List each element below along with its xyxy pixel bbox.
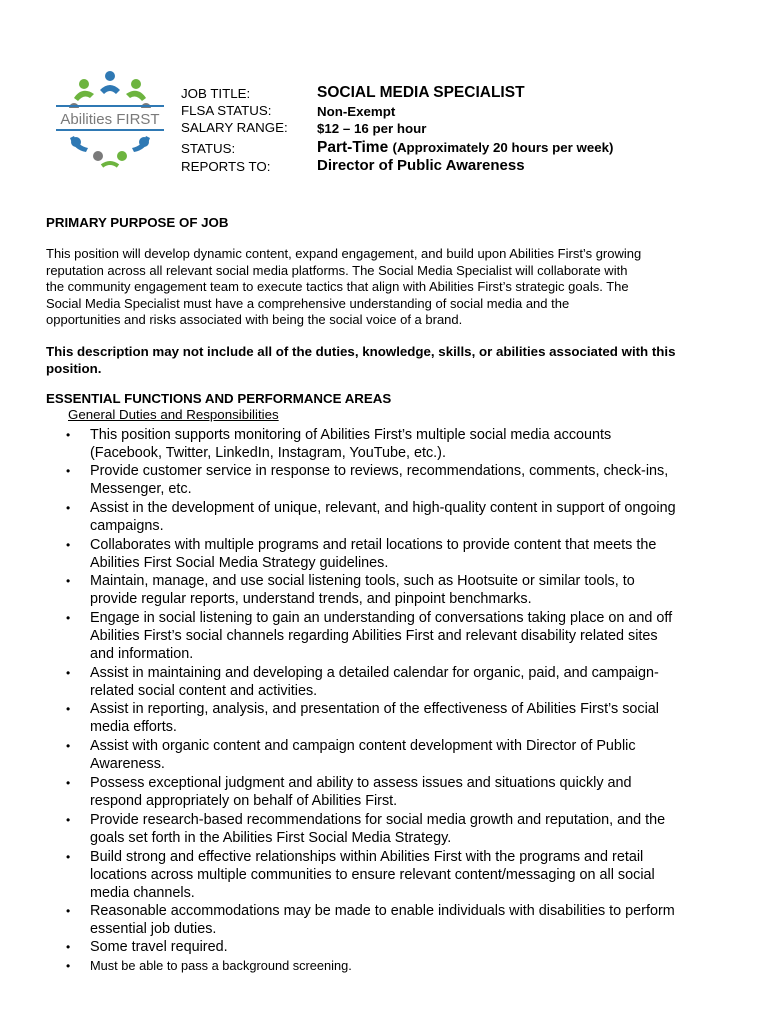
item-line: (Facebook, Twitter, LinkedIn, Instagram, YouTube, etc.).: [90, 445, 446, 462]
primary-purpose-paragraph: [46, 246, 736, 329]
item-line: Some travel required.: [90, 939, 228, 955]
bullet-icon: •: [66, 850, 71, 864]
disclaimer: [46, 344, 676, 377]
item-line: media efforts.: [90, 719, 177, 736]
flsa-status-value: Non-Exempt: [317, 104, 396, 119]
item-line: Assist with organic content and campaign content development with Director of Public: [90, 738, 636, 754]
item-line: Must be able to pass a background screening.: [90, 958, 352, 973]
item-line: respond appropriately on behalf of Abilities First.: [90, 793, 398, 810]
disclaimer-line: position.: [46, 360, 102, 376]
status-main: Part-Time: [317, 139, 389, 156]
item-line: Maintain, manage, and use social listening tools, such as Hootsuite or similar tools, to: [90, 573, 635, 589]
bullet-icon: •: [66, 813, 71, 827]
item-line: campaigns.: [90, 518, 164, 535]
item-line: Assist in reporting, analysis, and presentation of the effectiveness of Abilities First’s social: [90, 701, 659, 717]
status-note: (Approximately 20 hours per week): [392, 140, 614, 155]
bullet-icon: •: [66, 959, 71, 973]
paragraph-line: This position will develop dynamic content, expand engagement, and build upon Abilities First’s growing: [46, 246, 642, 261]
item-line: Assist in the development of unique, relevant, and high-quality content in support of ongoing: [90, 500, 676, 516]
item-line: locations across multiple communities to ensure relevant content/messaging on all social: [90, 867, 655, 884]
bullet-icon: •: [66, 501, 71, 515]
disclaimer-line: This description may not include all of the duties, knowledge, skills, or abilities associated with this: [46, 344, 676, 359]
paragraph-line: opportunities and risks associated with being the social voice of a brand.: [46, 312, 463, 328]
bullet-icon: •: [66, 538, 71, 552]
item-line: Engage in social listening to gain an understanding of conversations taking place on and off: [90, 610, 673, 626]
item-line: Build strong and effective relationships within Abilities First with the programs and retail: [90, 849, 644, 865]
bullet-icon: •: [66, 428, 71, 442]
item-line: Messenger, etc.: [90, 481, 192, 498]
bullet-icon: •: [66, 702, 71, 716]
flsa-status-label: FLSA STATUS:: [181, 103, 272, 118]
paragraph-line: reputation across all relevant social media platforms. The Social Media Specialist will collaborate with: [46, 262, 628, 278]
bullet-icon: •: [66, 611, 71, 625]
status-value: [317, 139, 613, 156]
item-line: Possess exceptional judgment and ability to assess issues and situations quickly and: [90, 775, 632, 791]
item-line: and information.: [90, 646, 194, 663]
status-label: STATUS:: [181, 141, 236, 156]
item-line: essential job duties.: [90, 921, 217, 938]
logo-graphic: [54, 68, 166, 168]
salary-range-value: $12 – 16 per hour: [317, 121, 427, 136]
paragraph-line: Social Media Specialist must have a comprehensive understanding of social media and the: [46, 295, 570, 311]
item-line: Awareness.: [90, 756, 165, 773]
bullet-icon: •: [66, 940, 71, 954]
item-line: Reasonable accommodations may be made to enable individuals with disabilities to perform: [90, 903, 675, 919]
item-line: Abilities First’s social channels regarding Abilities First and relevant disability related sites: [90, 628, 658, 645]
item-line: related social content and activities.: [90, 683, 318, 700]
item-line: Provide customer service in response to reviews, recommendations, comments, check-ins,: [90, 463, 669, 479]
item-line: provide regular reports, understand trends, and pinpoint benchmarks.: [90, 591, 532, 608]
item-line: goals set forth in the Abilities First Social Media Strategy.: [90, 830, 452, 847]
item-line: Abilities First Social Media Strategy guidelines.: [90, 555, 389, 572]
paragraph-line: the community engagement team to execute tactics that align with Abilities First’s strategic goals. The: [46, 279, 629, 295]
bullet-icon: •: [66, 666, 71, 680]
bullet-icon: •: [66, 574, 71, 588]
job-title-label: JOB TITLE:: [181, 86, 251, 101]
abilities-first-logo: [54, 68, 166, 168]
salary-range-label: SALARY RANGE:: [181, 120, 288, 135]
essential-functions-title: ESSENTIAL FUNCTIONS AND PERFORMANCE AREAS: [46, 391, 392, 406]
item-line: Collaborates with multiple programs and retail locations to provide content that meets the: [90, 537, 657, 553]
primary-purpose-title: PRIMARY PURPOSE OF JOB: [46, 215, 229, 230]
bullet-icon: •: [66, 904, 71, 918]
bullet-icon: •: [66, 739, 71, 753]
item-line: This position supports monitoring of Abilities First’s multiple social media accounts: [90, 427, 612, 443]
item-line: Assist in maintaining and developing a detailed calendar for organic, paid, and campaign-: [90, 665, 659, 681]
item-line: Provide research-based recommendations for social media growth and reputation, and the: [90, 812, 666, 828]
reports-to-label: REPORTS TO:: [181, 159, 271, 174]
bullet-icon: •: [66, 776, 71, 790]
general-duties-subtitle: General Duties and Responsibilities: [68, 407, 279, 422]
item-line: media channels.: [90, 885, 195, 902]
job-title-value: SOCIAL MEDIA SPECIALIST: [317, 84, 525, 101]
reports-to-value: Director of Public Awareness: [317, 157, 525, 174]
bullet-icon: •: [66, 464, 71, 478]
logo-text: Abilities FIRST: [60, 111, 160, 128]
